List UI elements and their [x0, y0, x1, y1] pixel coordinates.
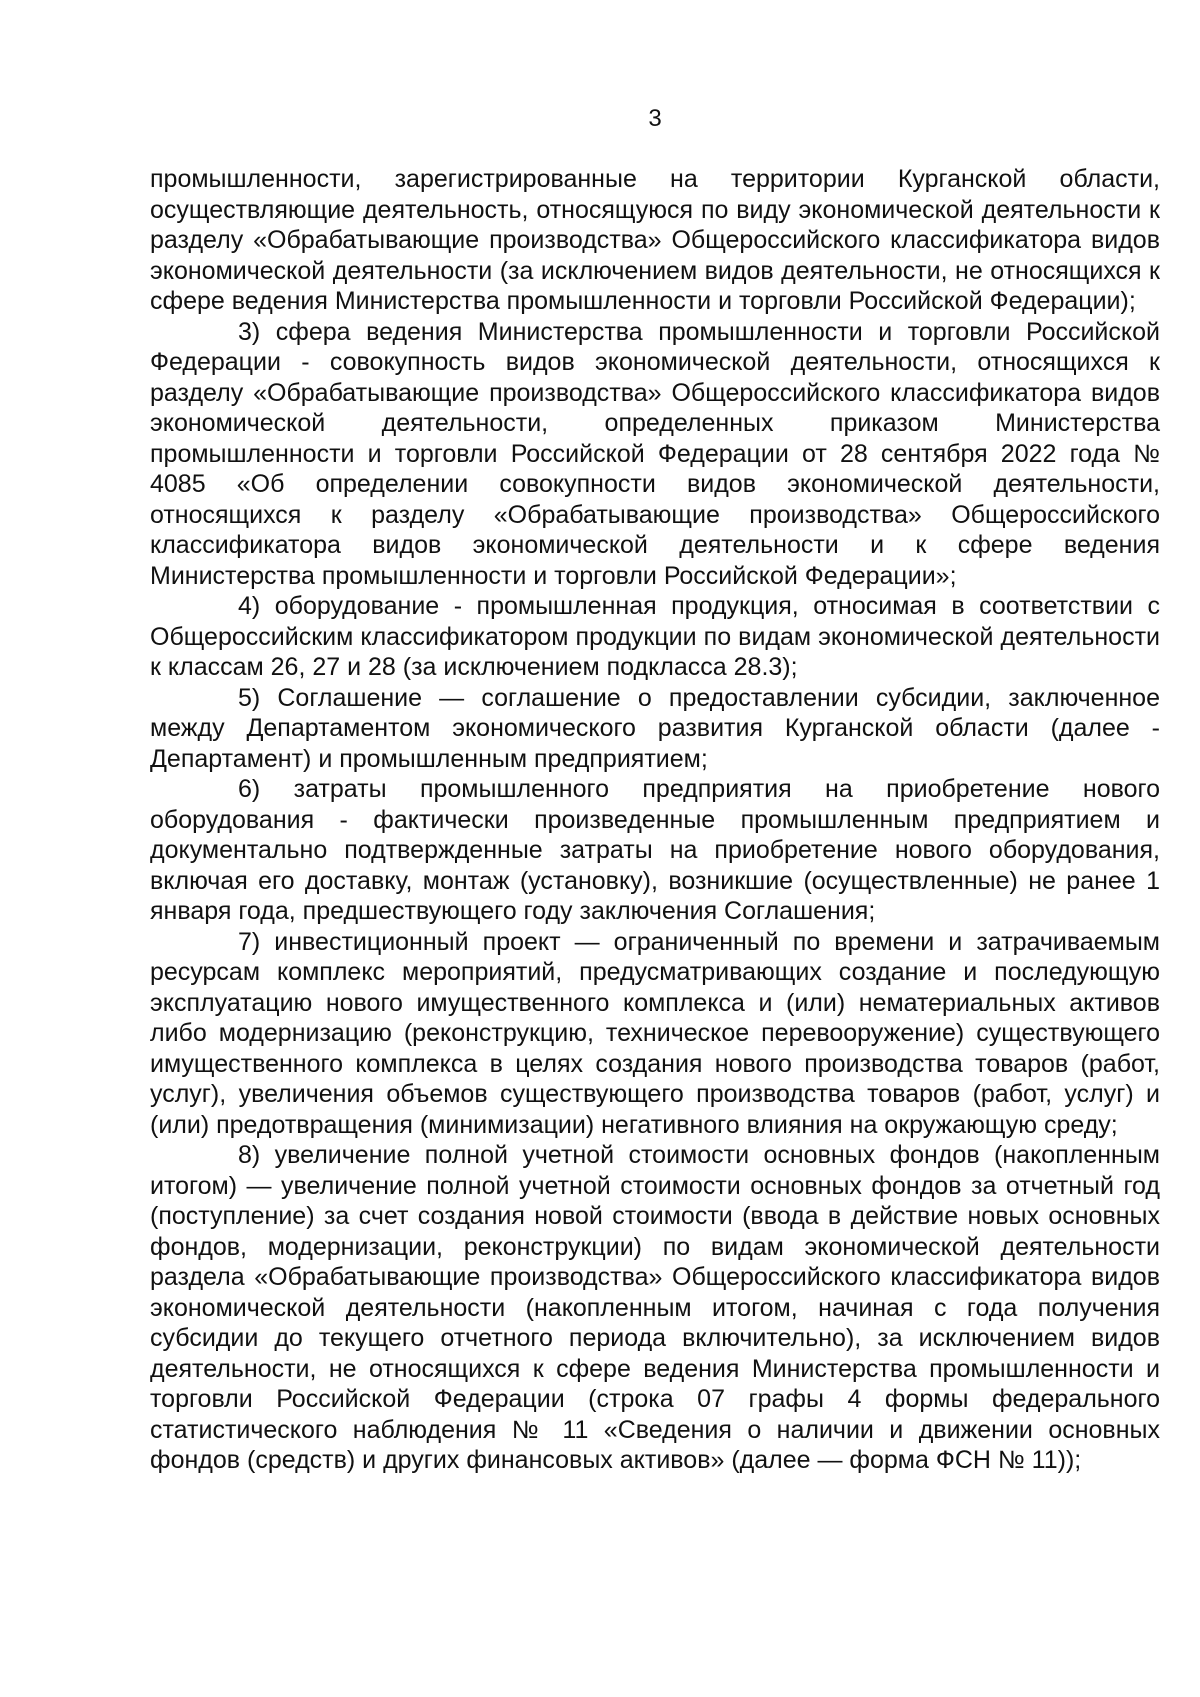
- paragraph-item-4: 4) оборудование - промышленная продукция, относимая в соответствии с Общероссийским классификатором продукции по видам экономической деятельности к классам 26, 27 и 28 (за исключением подкласса 28.3);: [150, 592, 1160, 681]
- page-number: 3: [648, 105, 662, 132]
- paragraph-item-3: 3) сфера ведения Министерства промышленности и торговли Российской Федерации - совокупность видов экономической деятельности, относящихся к разделу «Обрабатывающие производства» Общероссийского классификатора видов экономической деятельности, определенных приказом Министерства промышленности и торговли Российской Федерации от 28 сентября 2022 года № 4085 «Об определении совокупности видов экономической деятельности, относящихся к разделу «Обрабатывающие производства» Общероссийского классификатора видов экономической деятельности и к сфере ведения Министерства промышленности и торговли Российской Федерации»;: [150, 317, 1160, 590]
- document-body: [150, 164, 1160, 1476]
- paragraph-continuation: промышленности, зарегистрированные на территории Курганской области, осуществляющие деятельность, относящуюся по виду экономической деятельности к разделу «Обрабатывающие производства» Общероссийского классификатора видов экономической деятельности (за исключением видов деятельности, не относящихся к сфере ведения Министерства промышленности и торговли Российской Федерации);: [150, 165, 1160, 315]
- paragraph-item-7: 7) инвестиционный проект — ограниченный по времени и затрачиваемым ресурсам комплекс мероприятий, предусматривающих создание и последующую эксплуатацию нового имущественного комплекса и (или) нематериальных активов либо модернизацию (реконструкцию, техническое перевооружение) существующего имущественного комплекса в целях создания нового производства товаров (работ, услуг), увеличения объемов существующего производства товаров (работ, услуг) и (или) предотвращения (минимизации) негативного влияния на окружающую среду;: [150, 927, 1160, 1139]
- paragraph-item-6: 6) затраты промышленного предприятия на приобретение нового оборудования - фактически произведенные промышленным предприятием и документально подтвержденные затраты на приобретение нового оборудования, включая его доставку, монтаж (установку), возникшие (осуществленные) не ранее 1 января года, предшествующего году заключения Соглашения;: [150, 775, 1160, 925]
- paragraph-item-5: 5) Соглашение — соглашение о предоставлении субсидии, заключенное между Департаментом экономического развития Курганской области (далее - Департамент) и промышленным предприятием;: [150, 683, 1160, 773]
- paragraph-item-8: 8) увеличение полной учетной стоимости основных фондов (накопленным итогом) — увеличение полной учетной стоимости основных фондов за отчетный год (поступление) за счет создания новой стоимости (ввода в действие новых основных фондов, модернизации, реконструкции) по видам экономической деятельности раздела «Обрабатывающие производства» Общероссийского классификатора видов экономической деятельности (накопленным итогом, начиная с года получения субсидии до текущего отчетного периода включительно), за исключением видов деятельности, не относящихся к сфере ведения Министерства промышленности и торговли Российской Федерации (строка 07 графы 4 формы федерального статистического наблюдения № 11 «Сведения о наличии и движении основных фондов (средств) и других финансовых активов» (далее — форма ФСН № 11));: [150, 1141, 1160, 1474]
